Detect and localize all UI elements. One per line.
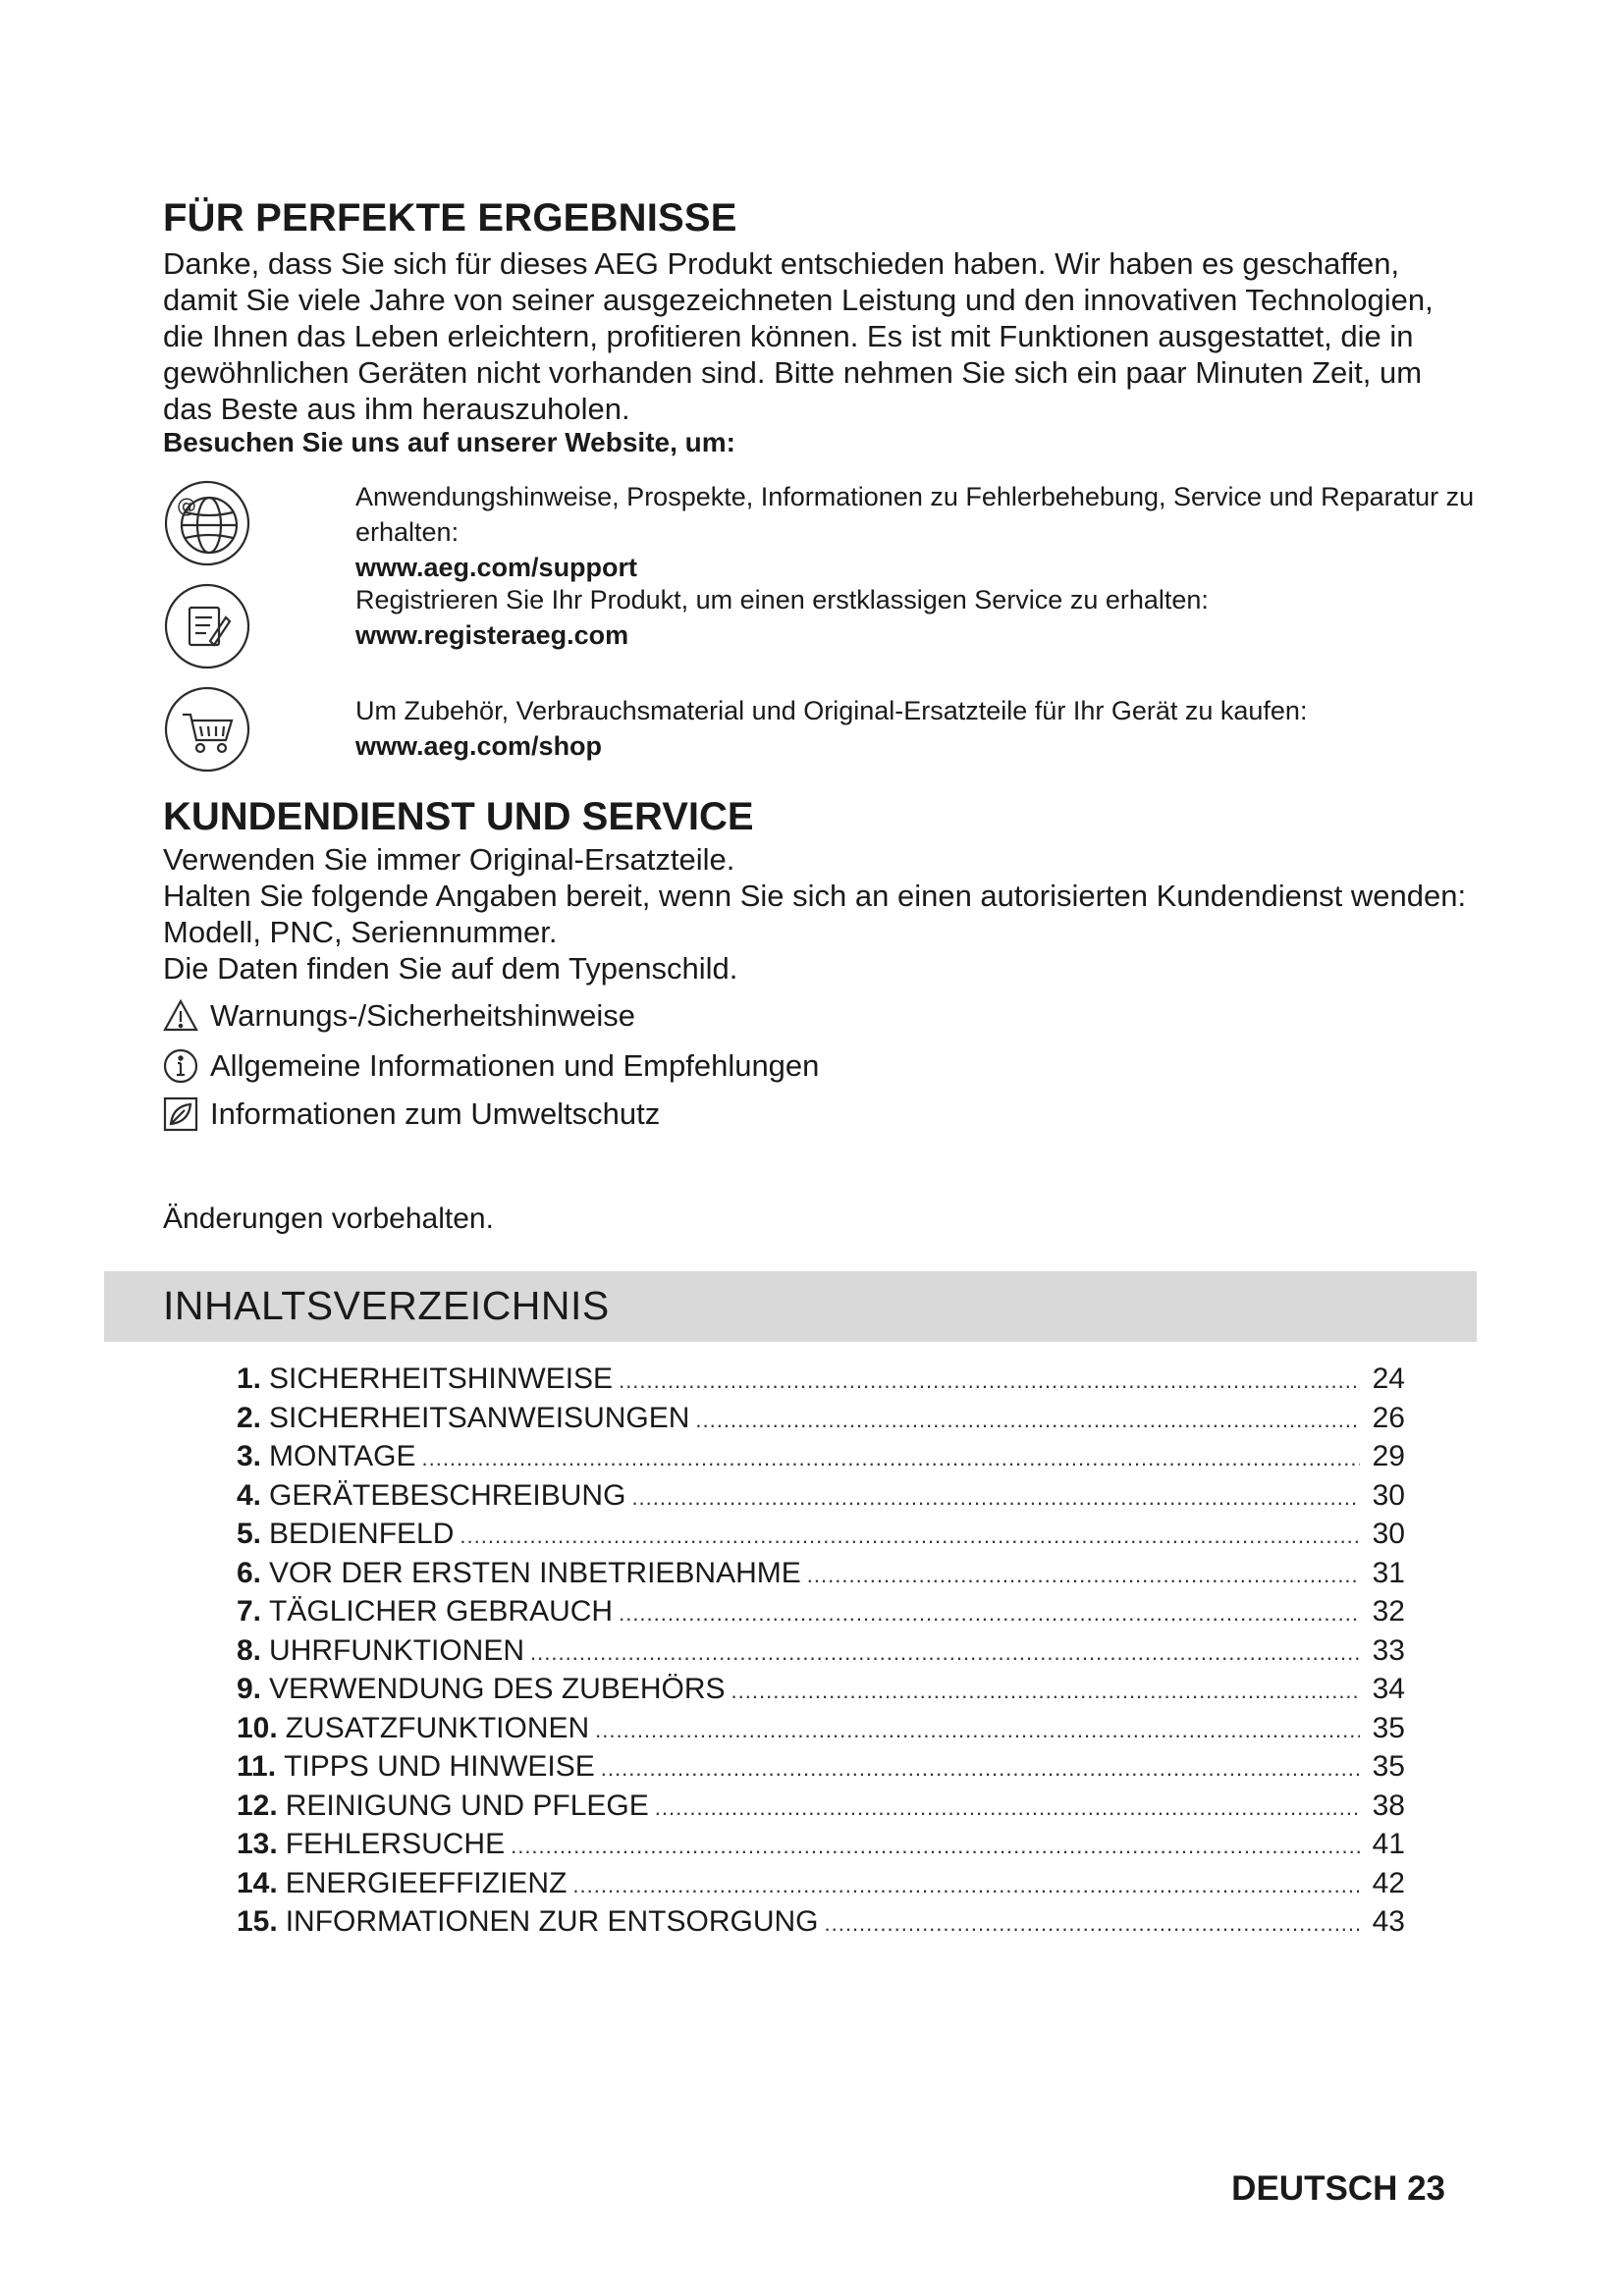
page-footer: DEUTSCH 23 <box>1231 2169 1445 2208</box>
toc-entry[interactable] <box>237 1865 1405 1904</box>
toc-leader-dots <box>511 1826 1360 1865</box>
globe-icon <box>163 479 251 567</box>
toc-page: 34 <box>1372 1673 1405 1705</box>
toc-leader-dots <box>572 1865 1360 1904</box>
toc-entry[interactable] <box>237 1361 1405 1400</box>
toc-leader-dots <box>421 1438 1360 1477</box>
legend-label: Allgemeine Informationen und Empfehlungen <box>210 1048 820 1083</box>
toc-entry[interactable] <box>237 1748 1405 1788</box>
toc-page: 32 <box>1372 1595 1405 1628</box>
toc-leader-dots <box>631 1477 1360 1517</box>
toc-number: 15. <box>237 1905 278 1938</box>
toc-page: 35 <box>1372 1750 1405 1783</box>
toc-page: 30 <box>1372 1478 1405 1512</box>
info-icon <box>163 1048 198 1084</box>
legend-label: Informationen zum Umweltschutz <box>210 1096 661 1131</box>
toc-label: ENERGIEEFFIZIENZ <box>285 1866 568 1899</box>
toc-page: 30 <box>1372 1518 1405 1550</box>
link-row-register <box>163 582 1479 680</box>
legend-info <box>163 1046 819 1086</box>
service-line: Die Daten finden Sie auf dem Typenschild. <box>163 951 738 986</box>
toc-number: 8. <box>237 1633 262 1667</box>
toc-label: BEDIENFELD <box>269 1518 455 1550</box>
toc-entry[interactable] <box>237 1555 1405 1594</box>
link-description: Registrieren Sie Ihr Produkt, um einen erstklassigen Service zu erhalten: <box>355 585 1209 614</box>
toc-page: 24 <box>1372 1362 1405 1395</box>
link-row-shop <box>163 685 1479 783</box>
svg-text:@: @ <box>177 494 196 517</box>
changes-note: Änderungen vorbehalten. <box>163 1202 494 1235</box>
section-title-perfect-results: FÜR PERFEKTE ERGEBNISSE <box>163 196 737 240</box>
toc-leader-dots <box>825 1903 1361 1943</box>
toc-number: 14. <box>237 1866 278 1899</box>
toc-leader-dots <box>619 1361 1360 1400</box>
link-text-shop <box>355 693 1485 764</box>
toc-header-band <box>104 1271 1477 1342</box>
shop-link[interactable]: www.aeg.com/shop <box>355 731 603 761</box>
toc-entry[interactable] <box>237 1826 1405 1865</box>
toc-number: 6. <box>237 1556 262 1589</box>
toc-entry[interactable] <box>237 1477 1405 1517</box>
toc-label: TIPPS UND HINWEISE <box>284 1750 595 1783</box>
toc-leader-dots <box>807 1555 1360 1594</box>
link-text-support <box>355 479 1485 585</box>
toc-number: 3. <box>237 1440 262 1472</box>
toc-number: 12. <box>237 1789 278 1822</box>
toc-number: 5. <box>237 1518 262 1550</box>
link-text-register <box>355 582 1485 653</box>
toc-page: 26 <box>1372 1401 1405 1434</box>
toc-number: 10. <box>237 1711 278 1744</box>
toc-leader-dots <box>655 1788 1360 1827</box>
toc-label: GERÄTEBESCHREIBUNG <box>269 1478 626 1512</box>
toc-number: 9. <box>237 1673 262 1705</box>
toc-leader-dots <box>695 1400 1360 1439</box>
toc-leader-dots <box>619 1593 1360 1632</box>
table-of-contents <box>237 1361 1405 1943</box>
toc-label: ZUSATZFUNKTIONEN <box>285 1711 590 1744</box>
toc-label: REINIGUNG UND PFLEGE <box>285 1789 649 1822</box>
register-link[interactable]: www.registeraeg.com <box>355 620 629 650</box>
link-description: Um Zubehör, Verbrauchsmaterial und Original-Ersatzteile für Ihr Gerät zu kaufen: <box>355 696 1308 725</box>
toc-page: 41 <box>1372 1828 1405 1860</box>
toc-label: SICHERHEITSHINWEISE <box>269 1362 614 1395</box>
toc-number: 11. <box>237 1750 277 1783</box>
toc-entry[interactable] <box>237 1671 1405 1710</box>
toc-label: TÄGLICHER GEBRAUCH <box>269 1595 614 1628</box>
toc-label: SICHERHEITSANWEISUNGEN <box>269 1401 690 1434</box>
toc-page: 31 <box>1372 1556 1405 1589</box>
section-title-service: KUNDENDIENST UND SERVICE <box>163 795 754 838</box>
toc-page: 29 <box>1372 1440 1405 1472</box>
toc-entry[interactable] <box>237 1710 1405 1749</box>
toc-entry[interactable] <box>237 1903 1405 1943</box>
toc-leader-dots <box>601 1748 1360 1788</box>
toc-page: 38 <box>1372 1789 1405 1822</box>
link-row-support <box>163 479 1479 582</box>
warning-triangle-icon <box>163 998 198 1034</box>
toc-entry[interactable] <box>237 1438 1405 1477</box>
service-line: Verwenden Sie immer Original-Ersatzteile. <box>163 842 735 877</box>
toc-number: 13. <box>237 1828 278 1860</box>
toc-label: FEHLERSUCHE <box>285 1828 506 1860</box>
link-description: Anwendungshinweise, Prospekte, Informationen zu Fehlerbehebung, Service und Reparatur zu erhalten: <box>355 482 1475 547</box>
environment-leaf-icon <box>163 1096 198 1132</box>
service-text <box>163 841 1479 987</box>
toc-leader-dots <box>595 1710 1360 1749</box>
toc-entry[interactable] <box>237 1593 1405 1632</box>
toc-leader-dots <box>460 1516 1360 1555</box>
toc-label: MONTAGE <box>269 1440 416 1472</box>
toc-leader-dots <box>731 1671 1360 1710</box>
toc-number: 4. <box>237 1478 262 1512</box>
register-form-icon <box>163 582 251 670</box>
toc-title: INHALTSVERZEICHNIS <box>163 1283 610 1328</box>
service-line: Halten Sie folgende Angaben bereit, wenn Sie sich an einen autorisierten Kundendienst wenden: Modell, PNC, Seriennummer. <box>163 879 1467 949</box>
toc-number: 2. <box>237 1401 262 1434</box>
toc-page: 42 <box>1372 1866 1405 1899</box>
toc-entry[interactable] <box>237 1516 1405 1555</box>
toc-entry[interactable] <box>237 1788 1405 1827</box>
toc-number: 1. <box>237 1362 262 1395</box>
toc-label: VERWENDUNG DES ZUBEHÖRS <box>269 1673 726 1705</box>
toc-page: 33 <box>1372 1633 1405 1667</box>
legend-warning <box>163 996 635 1036</box>
intro-paragraph: Danke, dass Sie sich für dieses AEG Produkt entschieden haben. Wir haben es geschaffen, damit Sie viele Jahre von seiner ausgezeichneten Leistung und den innovativen Technologien, die Ihnen das Leben erleichtern, profitieren können. Es ist mit Funktionen ausgestattet, die in gewöhnlichen Geräten nicht vorhanden sind. Bitte nehmen Sie sich ein paar Minuten Zeit, um das Beste aus ihm herauszuholen. <box>163 246 1434 426</box>
toc-label: VOR DER ERSTEN INBETRIEBNAHME <box>269 1556 801 1589</box>
toc-label: INFORMATIONEN ZUR ENTSORGUNG <box>285 1905 819 1938</box>
support-link[interactable]: www.aeg.com/support <box>355 553 638 582</box>
shopping-cart-icon <box>163 685 251 774</box>
visit-website-heading: Besuchen Sie uns auf unserer Website, um: <box>163 427 735 457</box>
toc-entry[interactable] <box>237 1400 1405 1439</box>
toc-number: 7. <box>237 1595 262 1628</box>
toc-label: UHRFUNKTIONEN <box>269 1633 525 1667</box>
toc-entry[interactable] <box>237 1632 1405 1672</box>
legend-environment <box>163 1095 660 1134</box>
legend-label: Warnungs-/Sicherheitshinweise <box>210 998 636 1033</box>
toc-leader-dots <box>530 1632 1360 1672</box>
toc-page: 35 <box>1372 1711 1405 1744</box>
toc-page: 43 <box>1372 1905 1405 1938</box>
